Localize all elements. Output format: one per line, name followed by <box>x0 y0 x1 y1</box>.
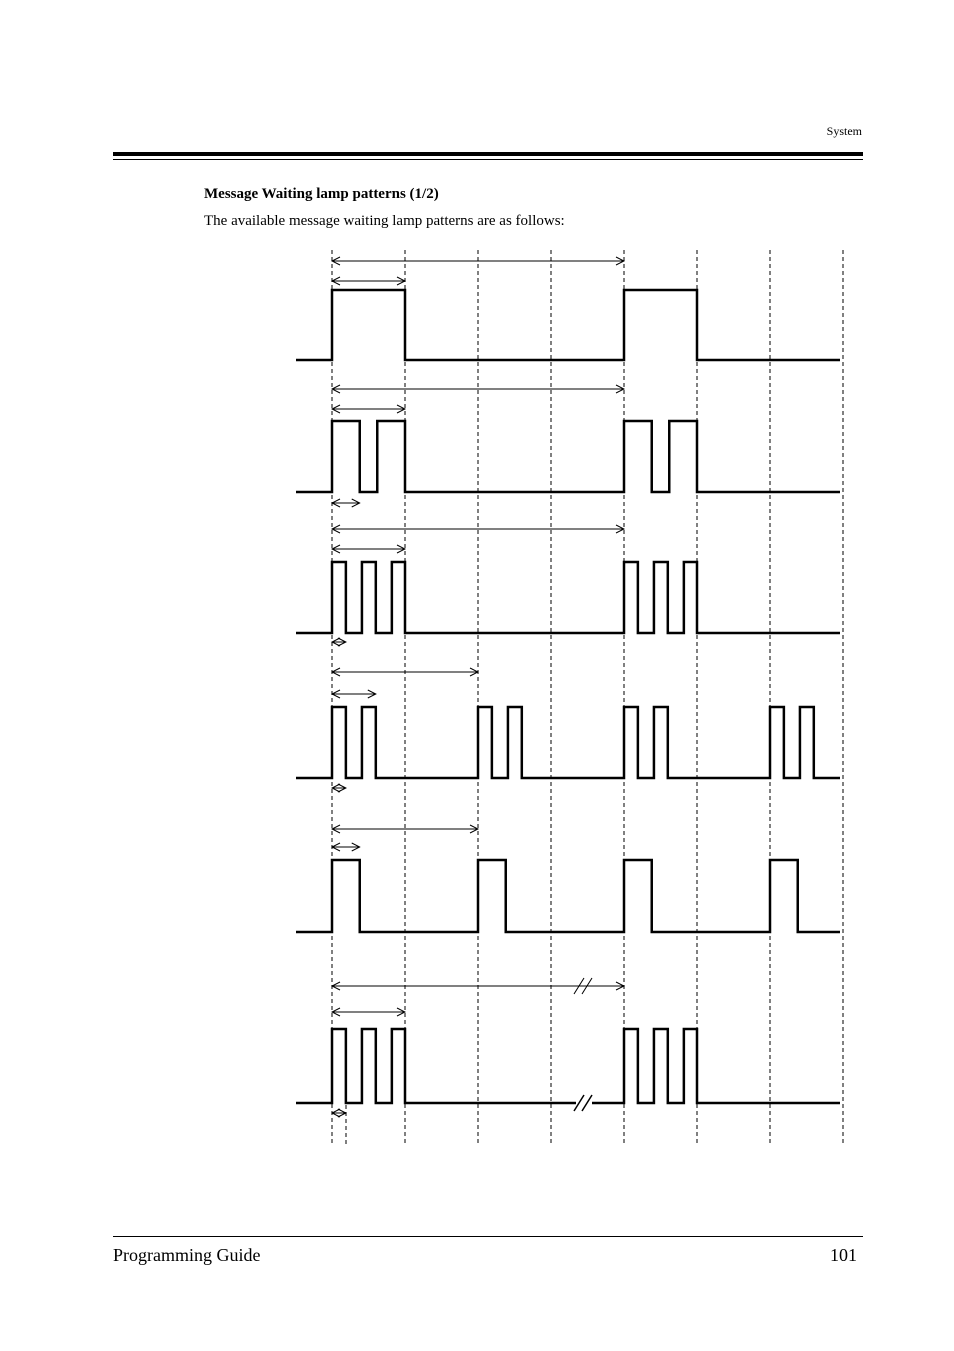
lamp-waveform-1 <box>296 290 840 360</box>
section-title: Message Waiting lamp patterns (1/2) <box>204 186 439 202</box>
footer-rule <box>113 1236 863 1237</box>
footer-title: Programming Guide <box>113 1245 261 1265</box>
page-number: 101 <box>830 1245 857 1265</box>
intro-text: The available message waiting lamp patterns are as follows: <box>204 213 565 229</box>
header-section-label: System <box>826 124 862 138</box>
timing-grid <box>332 250 843 1145</box>
waveforms <box>296 290 840 1111</box>
lamp-waveform-6 <box>296 1029 840 1103</box>
lamp-waveform-3 <box>296 562 840 633</box>
lamp-waveform-2 <box>296 421 840 492</box>
lamp-waveform-4 <box>296 707 840 778</box>
lamp-waveform-5 <box>296 860 840 932</box>
